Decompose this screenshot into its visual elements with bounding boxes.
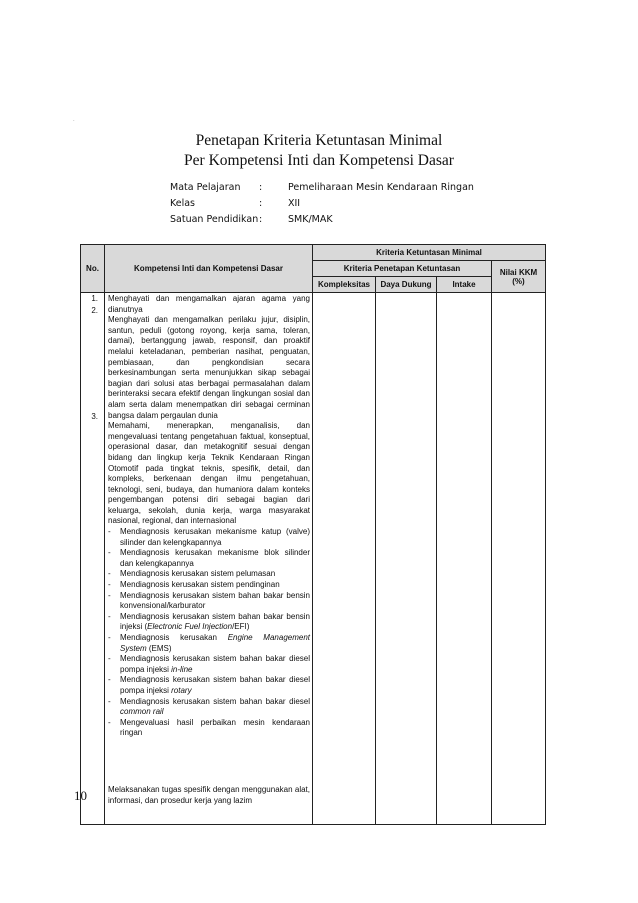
kd-item — [108, 612, 310, 633]
dash-bullet: - — [108, 717, 111, 727]
meta-separator: : — [259, 182, 263, 193]
kd-item — [108, 591, 310, 612]
meta-separator: : — [259, 198, 263, 209]
kd-item — [108, 569, 310, 580]
header-no: No. — [81, 245, 105, 293]
kd-text: Mendiagnosis kerusakan mekanisme katup (valve) silinder dan kelengkapannya — [120, 527, 310, 547]
kd-text: Mendiagnosis kerusakan sistem bahan bakar diesel pompa injeksi rotary — [120, 675, 310, 695]
kd-item — [108, 675, 310, 696]
row-number-3: 3. — [91, 412, 98, 421]
kd-item — [108, 633, 310, 654]
page-number: 10 — [74, 788, 87, 803]
meta-value: Pemeliharaan Mesin Kendaraan Ringan — [288, 182, 474, 193]
row-number-2: 2. — [91, 306, 98, 315]
kd-text: Mendiagnosis kerusakan sistem bahan bakar bensin konvensional/karburator — [120, 590, 310, 611]
kd-item — [108, 654, 310, 675]
meta-label: Satuan Pendidikan — [170, 214, 259, 225]
dash-bullet: - — [108, 675, 111, 685]
kd-item — [108, 527, 310, 548]
ki-3-text: Memahami, menerapkan, menganalisis, dan mengevaluasi tentang pengetahuan faktual, konseptual, operasional dasar, dan metakognitif sesuai dengan bidang dan lingkup kerja Teknik Kendaraan Ringan Otomotif pada tingkat teknis, spesifik, detail, dan kompleks, berkenaan dengan ilmu pengetahuan, teknologi, seni, budaya, dan humaniora dalam konteks pengembangan potensi diri sebagai bagian dari keluarga, sekolah, dunia kerja, warga masyarakat nasional, regional, dan internasional — [108, 421, 310, 526]
stray-dot: . — [73, 117, 75, 123]
header-criteria: Kriteria Penetapan Ketuntasan — [313, 261, 492, 277]
subject-info — [170, 180, 474, 228]
meta-row-class — [170, 196, 474, 212]
ki-1-text: Menghayati dan mengamalkan ajaran agama yang dianutnya — [108, 294, 310, 314]
header-support: Daya Dukung — [376, 277, 437, 293]
row-numbers — [81, 293, 105, 825]
meta-value: SMK/MAK — [288, 214, 333, 225]
competency-cell — [105, 293, 313, 825]
dash-bullet: - — [108, 548, 111, 558]
kd-text: Mendiagnosis kerusakan sistem pelumasan — [120, 569, 276, 579]
row-number-1: 1. — [91, 294, 98, 303]
page-title-line-1: Penetapan Kriteria Ketuntasan Minimal — [195, 132, 443, 149]
support-cell — [376, 293, 437, 825]
kd-item — [108, 718, 310, 739]
kd-text: Mendiagnosis kerusakan sistem bahan bakar diesel pompa injeksi in-line — [120, 654, 310, 674]
header-intake: Intake — [437, 277, 492, 293]
table-row — [81, 293, 546, 825]
kkm-value-cell — [492, 293, 546, 825]
kd-text: Mendiagnosis kerusakan sistem pendinginan — [120, 580, 280, 590]
dash-bullet: - — [108, 633, 111, 642]
kkm-table — [80, 244, 546, 825]
header-competency: Kompetensi Inti dan Kompetensi Dasar — [105, 245, 313, 293]
kd-text: Mendiagnosis kerusakan Engine Management System (EMS) — [120, 633, 310, 653]
meta-row-school-unit — [170, 212, 474, 228]
ki-4-text: Melaksanakan tugas spesifik dengan menggunakan alat, informasi, dan prosedur kerja yang lazim — [108, 784, 310, 805]
dash-bullet: - — [108, 527, 111, 537]
dash-bullet: - — [108, 569, 111, 579]
kd-text: Mendiagnosis kerusakan mekanisme blok silinder dan kelengkapannya — [120, 548, 310, 568]
header-complexity: Kompleksitas — [313, 277, 376, 293]
meta-row-subject — [170, 180, 474, 196]
kd-item — [108, 697, 310, 718]
kd-text: Mendiagnosis kerusakan sistem bahan bakar diesel common rail — [120, 696, 310, 717]
meta-label: Kelas — [170, 198, 196, 209]
header-kkm-value: Nilai KKM (%) — [492, 261, 546, 293]
kd-text: Mengevaluasi hasil perbaikan mesin kendaraan ringan — [120, 717, 310, 738]
intake-cell — [437, 293, 492, 825]
dash-bullet: - — [108, 696, 111, 706]
page-title-line-2: Per Kompetensi Inti dan Kompetensi Dasar — [184, 152, 454, 169]
kd-text: Mendiagnosis kerusakan sistem bahan bakar bensin injeksi (Electronic Fuel Injection/EFI) — [120, 611, 310, 632]
header-kkm: Kriteria Ketuntasan Minimal — [313, 245, 546, 261]
dash-bullet: - — [108, 590, 111, 600]
kd-item — [108, 580, 310, 591]
meta-value: XII — [288, 198, 301, 209]
ki-2-text: Menghayati dan mengamalkan perilaku jujur, disiplin, santun, peduli (gotong royong, kerja sama, toleran, damai), bertanggung jawab, responsif, dan proaktif melalui keteladanan, pemberian nasihat, penguatan, pembiasaan, dan pengkondisian secara berkesinambungan serta menunjukkan sikap sebagai bagian dari solusi atas berbagai permasalahan dalam berinteraksi secara efektif dengan lingkungan sosial dan alam serta dalam menempatkan diri sebagai cerminan bangsa dalam pergaulan dunia — [108, 315, 310, 420]
meta-separator: : — [259, 214, 263, 225]
complexity-cell — [313, 293, 376, 825]
kd-item — [108, 548, 310, 569]
dash-bullet: - — [108, 580, 111, 590]
dash-bullet: - — [108, 611, 111, 621]
meta-label: Mata Pelajaran — [170, 182, 241, 193]
dash-bullet: - — [108, 654, 111, 664]
